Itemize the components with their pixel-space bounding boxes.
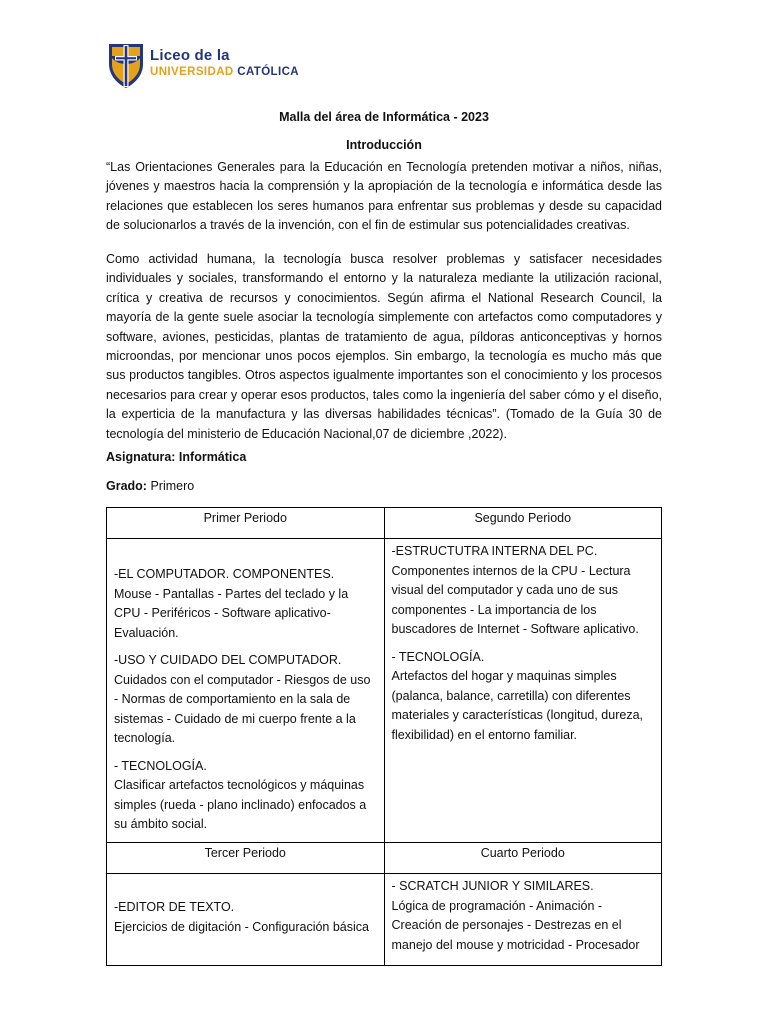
table-row <box>107 843 662 874</box>
curriculum-table <box>106 507 662 966</box>
intro-paragraph-2: Como actividad humana, la tecnología busca resolver problemas y satisfacer necesidades individuales y sociales, transformando el entorno y la naturaleza mediante la utilización racional, crítica y creativa de recursos y conocimientos. Según afirma el National Research Council, la mayoría de la gente suele asociar la tecnología simplemente con artefactos como computadores y software, aviones, pesticidas, plantas de tratamiento de agua, píldoras anticonceptivas y hornos microondas, por mencionar unos pocos ejemplos. Sin embargo, la tecnología es mucho más que sus productos tangibles. Otros aspectos igualmente importantes son el conocimiento y los procesos necesarios para crear y operar esos productos, tales como la ingeniería del saber cómo y el diseño, la experticia de la manufactura y las diversas habilidades técnicas”. (Tomado de la Guía 30 de tecnología del ministerio de Educación Nacional,07 de diciembre ,2022). <box>106 252 662 441</box>
grade-value: Primero <box>146 479 195 493</box>
shield-emblem-icon <box>106 40 146 92</box>
topic-item: -USO Y CUIDADO DEL COMPUTADOR. Cuidados con el computador - Riesgos de uso - Normas de comportamiento en la sala de sistemas - Cuidado de mi cuerpo frente a la tecnología. <box>114 653 371 745</box>
table-row <box>107 874 662 966</box>
header-segundo-periodo: Segundo Periodo <box>384 508 662 539</box>
logo-universidad: UNIVERSIDAD <box>150 66 234 78</box>
cell-primer-periodo <box>107 539 385 843</box>
header-tercer-periodo: Tercer Periodo <box>107 843 385 874</box>
logo-line-2 <box>150 67 299 79</box>
intro-paragraph-1: “Las Orientaciones Generales para la Educación en Tecnología pretenden motivar a niños, niñas, jóvenes y maestros hacia la comprensión y la apropiación de la tecnología e informática desde las relaciones que establecen los seres humanos para enfrentar sus problemas y desde su capacidad de solucionarlos a través de la invención, con el fin de estimular sus potencialidades creativas. <box>106 160 662 233</box>
topic-item: - SCRATCH JUNIOR Y SIMILARES. Lógica de programación - Animación - Creación de personajes - Destrezas en el manejo del mouse y motricidad - Procesador <box>391 879 640 952</box>
document-title: Malla del área de Informática - 2023 <box>279 110 489 124</box>
logo-wordmark <box>150 48 299 79</box>
cell-tercer-periodo <box>107 874 385 966</box>
section-heading: Introducción <box>346 138 422 152</box>
topic-item: -ESTRUCTUTRA INTERNA DEL PC. Componentes internos de la CPU - Lectura visual del computador y cada uno de sus componentes - La importancia de los buscadores de Internet - Software aplicativo. <box>391 544 639 636</box>
topic-item: - TECNOLOGÍA. Clasificar artefactos tecnológicos y máquinas simples (rueda - plano inclinado) enfocados a su ámbito social. <box>114 758 367 831</box>
cell-segundo-periodo <box>384 539 662 843</box>
grade-label: Grado: <box>106 479 147 493</box>
subject-label: Asignatura: Informática <box>106 450 247 464</box>
header-primer-periodo: Primer Periodo <box>107 508 385 539</box>
table-row <box>107 539 662 843</box>
topic-item: - TECNOLOGÍA. Artefactos del hogar y maquinas simples (palanca, balance, carretilla) con diferentes materiales y características (longitud, dureza, flexibilidad) en el entorno familiar. <box>391 649 643 742</box>
logo-catolica: CATÓLICA <box>233 66 299 78</box>
cell-cuarto-periodo <box>384 874 662 966</box>
logo-line-1: Liceo de la <box>150 47 230 64</box>
topic-item: -EDITOR DE TEXTO. Ejercicios de digitación - Configuración básica <box>114 900 369 934</box>
school-logo <box>106 40 346 92</box>
topic-item: -EL COMPUTADOR. COMPONENTES. Mouse - Pantallas - Partes del teclado y la CPU - Periféricos - Software aplicativo- Evaluación. <box>114 567 349 640</box>
header-cuarto-periodo: Cuarto Periodo <box>384 843 662 874</box>
grade-line <box>106 479 194 493</box>
table-row <box>107 508 662 539</box>
